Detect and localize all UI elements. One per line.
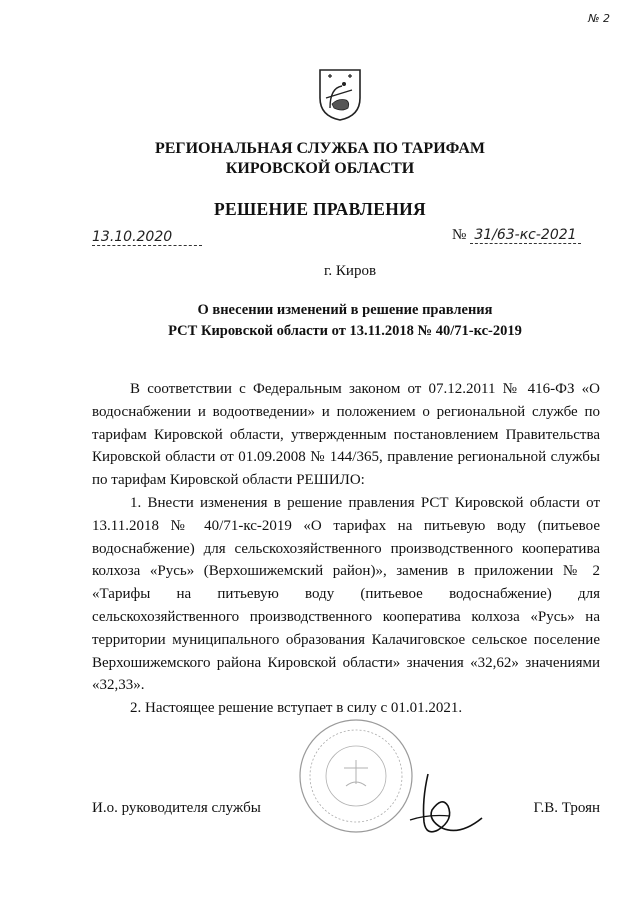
number-sign: №	[452, 227, 467, 243]
city-name: г. Киров	[323, 263, 377, 279]
org-name-line2: КИРОВСКОЙ ОБЛАСТИ	[225, 160, 415, 177]
org-name-line1: РЕГИОНАЛЬНАЯ СЛУЖБА ПО ТАРИФАМ	[154, 140, 486, 157]
item-1-paragraph: 1. Внести изменения в решение правления РСТ Кировской области от 13.11.2018 № 40/71-кс-2019 «О тарифах на питьевую воду (питьевое водоснабжение) для сельскохозяйственного производственного кооператива колхоза «Русь» (Верхошижемский район)», заменив в приложении № 2 «Тарифы на питьевую воду (питьевое водоснабжение) для сельскохозяйственного производственного кооператива колхоза «Русь» на территории муниципального образования Калачиговское сельское поселение Верхошижемского района Кировской области» значения «32,62» значениями «32,33».	[92, 494, 600, 694]
corner-handwritten-mark: № 2	[588, 12, 610, 25]
signatory-position: И.о. руководителя службы	[92, 800, 261, 816]
handwritten-signature	[398, 770, 488, 840]
decision-number-line	[452, 227, 602, 244]
subject-line1: О внесении изменений в решение правления	[197, 302, 493, 318]
coat-of-arms-icon	[318, 68, 362, 122]
item-2-paragraph: 2. Настоящее решение вступает в силу с 01.01.2021.	[130, 700, 463, 717]
subject-line2: РСТ Кировской области от 13.11.2018 № 40/71-кс-2019	[168, 323, 522, 339]
decision-date: 13.10.2020	[92, 229, 202, 246]
signatory-name: Г.В. Троян	[533, 800, 600, 816]
decision-number: 31/63-кс-2021	[470, 227, 580, 244]
preamble-paragraph: В соответствии с Федеральным законом от 07.12.2011 № 416-ФЗ «О водоснабжении и водоотведении» и положением о региональной службе по тарифам Кировской области, утвержденным постановлением Правительства Кировской области от 01.09.2008 № 144/365, правление региональной службы по тарифам Кировской области РЕШИЛО:	[92, 381, 600, 489]
decision-body	[92, 378, 600, 720]
document-title: РЕШЕНИЕ ПРАВЛЕНИЯ	[214, 199, 426, 219]
